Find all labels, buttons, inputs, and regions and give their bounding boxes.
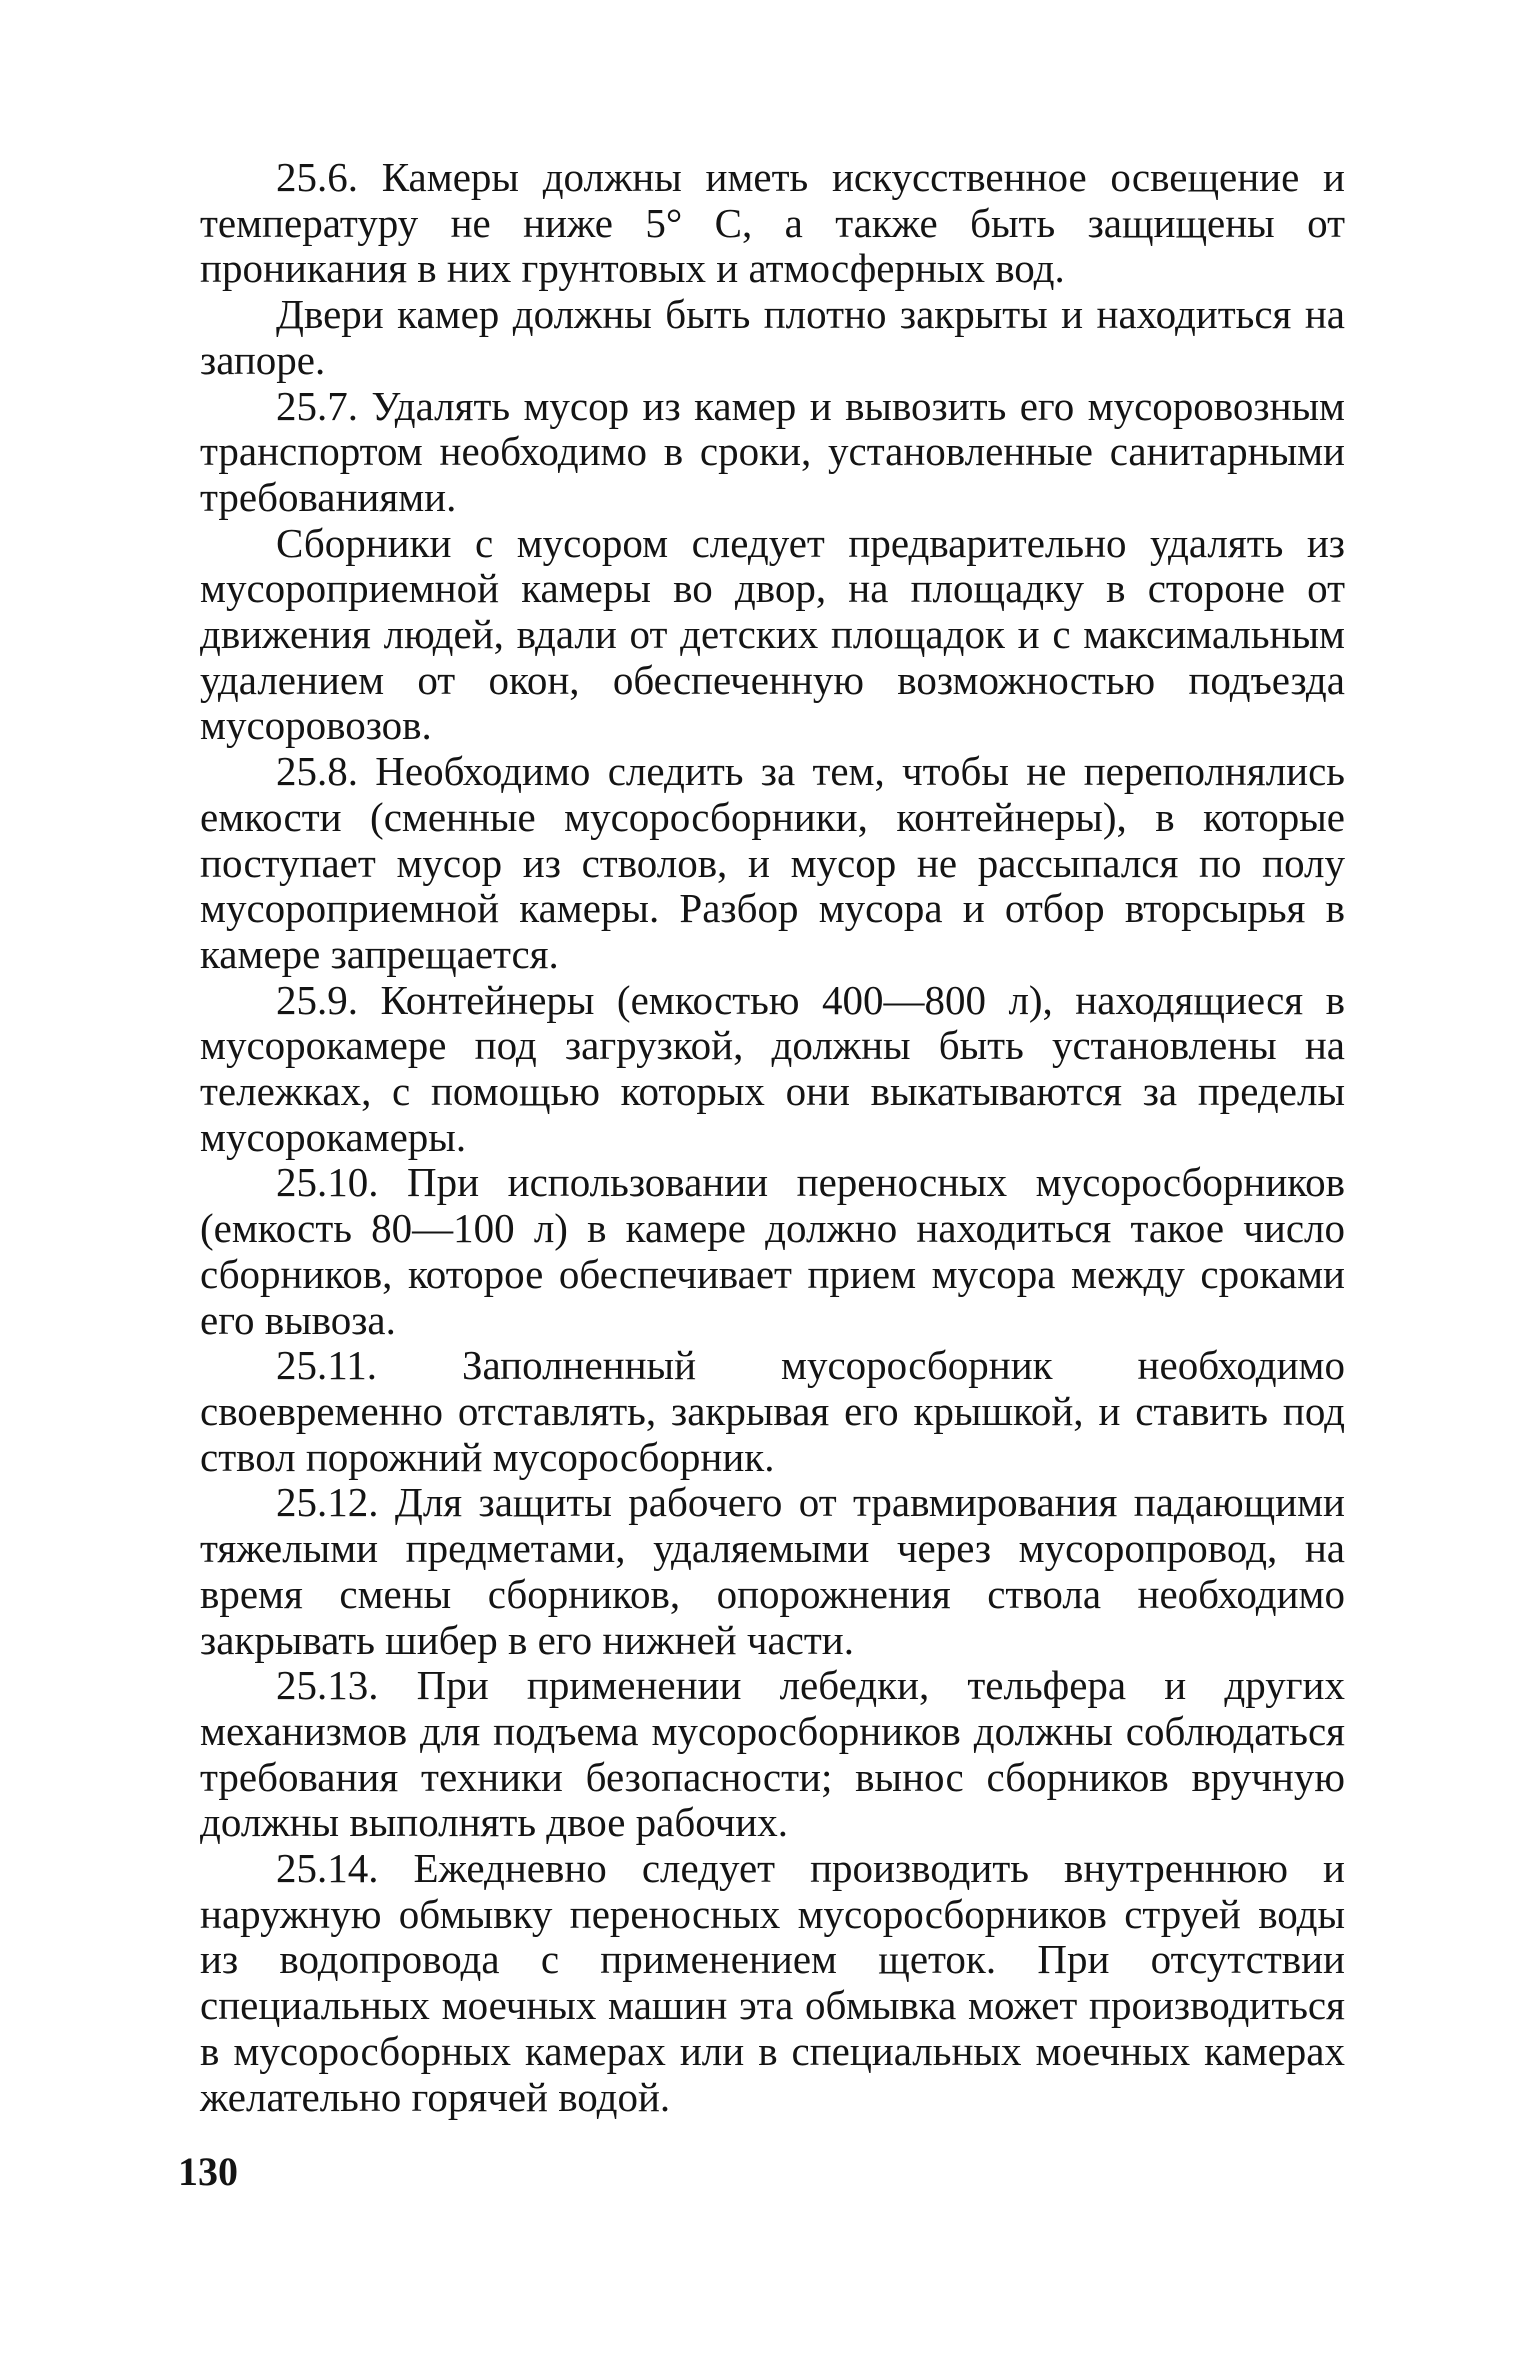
paragraph-25-9: 25.9. Контейнеры (емкостью 400—800 л), находящиеся в мусорокамере под загрузкой, должны быть установлены на тележках, с помощью которых они выкатываются за пределы мусорокамеры.	[200, 976, 1345, 1160]
paragraph-doors: Двери камер должны быть плотно закрыты и находиться на запоре.	[200, 291, 1345, 383]
paragraph-25-8: 25.8. Необходимо следить за тем, чтобы не переполнялись емкости (сменные мусоросборники, контейнеры), в которые поступает мусор из стволов, и мусор не рассыпался по полу мусороприемной камеры. Разбор мусора и отбор вторсырья в камере запрещается.	[200, 748, 1345, 977]
paragraph-25-12: 25.12. Для защиты рабочего от травмирования падающими тяжелыми предметами, удаляемыми через мусоропровод, на время смены сборников, опорожнения ствола необходимо закрывать шибер в его нижней части.	[200, 1479, 1345, 1663]
page-number: 130	[178, 2149, 238, 2194]
paragraph-25-6: 25.6. Камеры должны иметь искусственное освещение и температуру не ниже 5° С, а также быть защищены от проникания в них грунтовых и атмосферных вод.	[200, 154, 1345, 292]
paragraph-collectors: Сборники с мусором следует предварительно удалять из мусороприемной камеры во двор, на площадку в стороне от движения людей, вдали от детских площадок и с максимальным удалением от окон, обеспеченную возможностью подъезда мусоровозов.	[200, 519, 1345, 749]
page-body	[200, 155, 1345, 2120]
paragraph-25-7: 25.7. Удалять мусор из камер и вывозить его мусоровозным транспортом необходимо в сроки, установленные санитарными требованиями.	[200, 382, 1345, 520]
paragraph-25-11: 25.11. Заполненный мусоросборник необходимо своевременно отставлять, закрывая его крышкой, и ставить под ствол порожний мусоросборник.	[200, 1342, 1345, 1480]
paragraph-25-13: 25.13. При применении лебедки, тельфера и других механизмов для подъема мусоросборников должны соблюдаться требования техники безопасности; вынос сборников вручную должны выполнять двое рабочих.	[200, 1662, 1345, 1846]
paragraph-25-10: 25.10. При использовании переносных мусоросборников (емкость 80—100 л) в камере должно находиться такое число сборников, которое обеспечивает прием мусора между сроками его вывоза.	[200, 1159, 1345, 1343]
paragraph-25-14: 25.14. Ежедневно следует производить внутреннюю и наружную обмывку переносных мусоросборников струей воды из водопровода с применением щеток. При отсутствии специальных моечных машин эта обмывка может производиться в мусоросборных камерах или в специальных моечных камерах желательно горячей водой.	[200, 1845, 1345, 2120]
